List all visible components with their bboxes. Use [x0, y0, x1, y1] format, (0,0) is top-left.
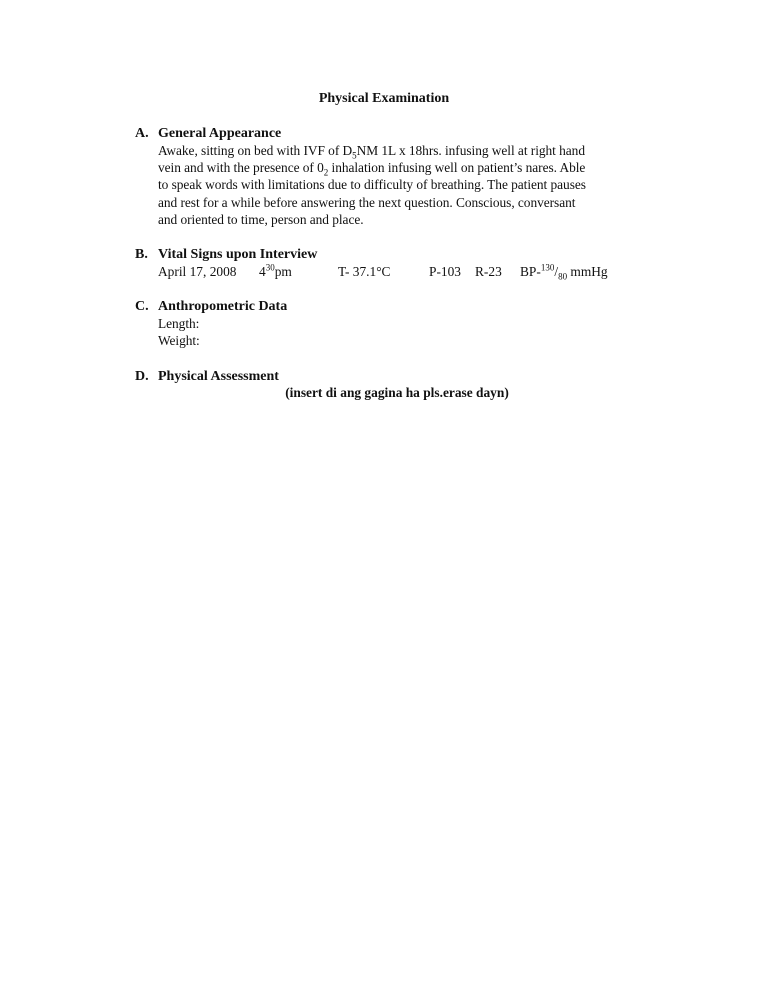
- bp-diastolic: 80: [558, 271, 568, 282]
- vitals-blood-pressure: [520, 263, 608, 280]
- bp-unit: mmHg: [567, 264, 608, 279]
- section-heading: [135, 298, 655, 315]
- time-minutes: 30: [265, 262, 275, 273]
- section-title: Physical Assessment: [158, 369, 279, 384]
- vitals-date: April 17, 2008: [158, 264, 237, 279]
- placeholder-note: (insert di ang gagina ha pls.erase dayn): [285, 385, 509, 400]
- section-title: General Appearance: [158, 126, 282, 141]
- text-line: [158, 142, 655, 159]
- time-hour: 4: [259, 264, 266, 279]
- bp-slash: /: [554, 264, 559, 279]
- text-line: and oriented to time, person and place.: [158, 211, 364, 227]
- time-suffix: pm: [274, 264, 292, 279]
- text-fragment: vein and with the presence of 0: [158, 160, 324, 176]
- vitals-respiration: R-23: [475, 264, 502, 279]
- vitals-temperature: T- 37.1°C: [338, 264, 391, 279]
- section-title: Vital Signs upon Interview: [158, 247, 318, 262]
- text-fragment: inhalation infusing well on patient’s nares. Able: [328, 160, 586, 176]
- vitals-time: [259, 263, 292, 280]
- text-line: and rest for a while before answering the next question. Conscious, conversant: [158, 194, 576, 210]
- section-letter: A.: [135, 126, 149, 141]
- vitals-pulse: P-103: [429, 264, 461, 279]
- text-fragment: Awake, sitting on bed with IVF of D: [158, 143, 353, 158]
- length-label: Length:: [158, 316, 200, 331]
- section-title: Anthropometric Data: [158, 299, 288, 314]
- anthropometric-fields: [158, 315, 655, 349]
- section-vital-signs: [135, 246, 655, 281]
- section-heading: [135, 246, 655, 263]
- section-general-appearance: [135, 125, 655, 228]
- section-physical-assessment: [135, 368, 655, 385]
- subscript: 5: [352, 150, 357, 161]
- weight-label: Weight:: [158, 333, 200, 349]
- bp-systolic: 130: [540, 262, 555, 273]
- section-letter: C.: [135, 299, 149, 314]
- subscript: 2: [323, 167, 329, 178]
- section-heading: [135, 125, 655, 142]
- section-letter: D.: [135, 369, 149, 384]
- text-line: to speak words with limitations due to difficulty of breathing. The patient pauses: [158, 177, 586, 193]
- section-heading: [135, 368, 655, 385]
- vital-signs-row: [158, 263, 655, 281]
- text-fragment: NM 1L x 18hrs. infusing well at right hand: [356, 143, 585, 158]
- general-appearance-text: [158, 142, 655, 228]
- section-anthropometric-data: [135, 298, 655, 349]
- section-letter: B.: [135, 247, 148, 262]
- text-line: [158, 159, 655, 176]
- page-title: Physical Examination: [318, 91, 450, 106]
- bp-prefix: BP-: [520, 264, 541, 279]
